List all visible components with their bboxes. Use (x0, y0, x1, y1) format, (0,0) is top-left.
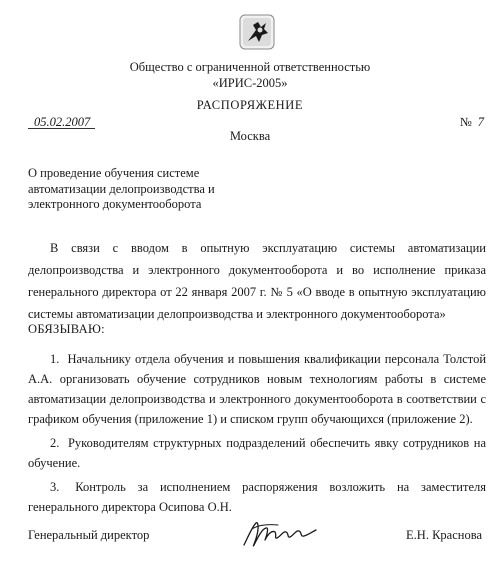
subject-line-2: автоматизации делопроизводства и (28, 181, 215, 196)
document-subject (28, 166, 248, 213)
number-label: № (459, 115, 472, 129)
signer-name: Е.Н. Краснова (406, 528, 482, 542)
number-value: 7 (477, 115, 484, 129)
organization-name (0, 59, 500, 91)
item-text: Руководителям структурных подразделений обеспечить явку сотрудников на обучение. (28, 436, 487, 470)
order-item-2 (28, 433, 486, 473)
organization-line-1: Общество с ограниченной ответственностью (129, 60, 371, 74)
company-logo-icon (239, 14, 275, 50)
subject-line-1: О проведение обучения системе (28, 166, 200, 180)
signer-title: Генеральный директор (28, 528, 150, 542)
document-number (460, 115, 484, 130)
item-number: 3. (50, 480, 60, 494)
document-date: 05.02.2007 (34, 115, 91, 129)
order-item-3 (28, 477, 486, 517)
document-type: РАСПОРЯЖЕНИЕ (196, 98, 304, 112)
item-text: Контроль за исполнением распоряжения возложить на заместителя генерального директора Осипова О.Н. (28, 480, 486, 514)
organization-line-2: «ИРИС-2005» (212, 76, 288, 90)
document-city: Москва (229, 129, 271, 143)
order-heading: ОБЯЗЫВАЮ: (28, 322, 105, 336)
order-item-1 (28, 349, 486, 429)
item-text: Начальнику отдела обучения и повышения квалификации персонала Толстой А.А. организовать обучение сотрудников новым технологиям работы в системе автоматизации делопроизводства и электронного документооборота в соответствии с графиком обучения (приложение 1) и списком групп обучающихся (приложение 2). (28, 352, 487, 426)
item-number: 1. (50, 352, 60, 366)
preamble-paragraph: В связи с вводом в опытную эксплуатацию системы автоматизации делопроизводства и электронного документооборота и во исполнение приказа генерального директора от 22 января 2007 г. № 5 «О вводе в опытную эксплуатацию системы автоматизации делопроизводства и электронного документооборота» (28, 241, 486, 321)
subject-line-3: электронного документооборота (28, 197, 202, 211)
handwritten-signature-icon (238, 515, 322, 555)
item-number: 2. (50, 436, 60, 450)
order-items-list (28, 349, 486, 521)
